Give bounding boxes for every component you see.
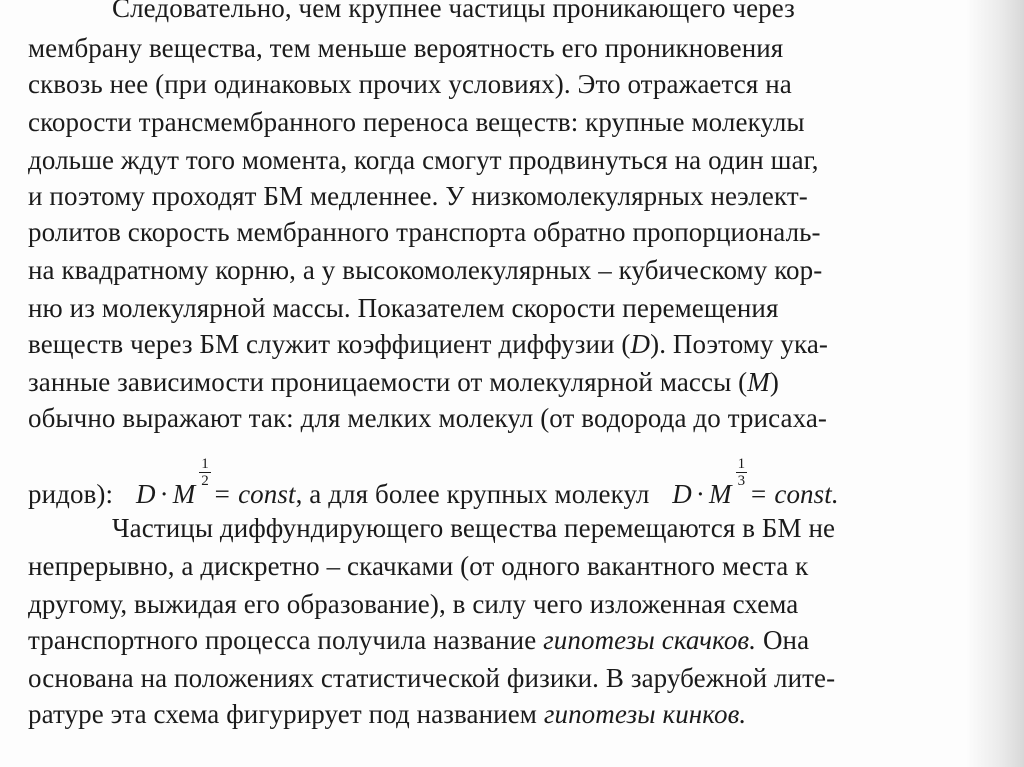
text-line [28,326,828,362]
formula-rhs: = const [212,479,296,509]
formula-symbol: M [709,479,732,509]
exponent-fraction [736,456,748,489]
formula-symbol: D [136,479,156,509]
text-line: ролитов скорость мембранного транспорта обратно пропорциональ- [28,217,821,247]
text-line: и поэтому проходят БМ медленнее. У низкомолекулярных неэлект- [28,181,808,211]
text-segment: ). Поэтому ука- [650,329,828,359]
fraction-denominator: 2 [201,473,209,489]
text-line: на квадратному корню, а у высокомолекулярных – кубическому кор- [28,255,823,285]
text-segment: Она [756,625,810,655]
text-line: сквозь нее (при одинаковых прочих условиях). Это отражается на [28,69,792,99]
fraction-numerator: 1 [201,456,209,472]
formula-dot: · [695,479,705,509]
text-line: непрерывно, а дискретно – скачками (от одного вакантного места к [28,551,809,581]
term-hypothesis-jumps: гипотезы скачков. [543,625,757,655]
exponent-fraction [199,456,211,489]
text-line: мембрану вещества, тем меньше вероятность его проникновения [28,33,784,63]
text-line: скорости трансмембранного переноса веществ: крупные молекулы [28,107,805,137]
text-line [28,622,809,658]
formula-symbol: D [672,479,692,509]
text-segment: занные зависимости проницаемости от молекулярной массы ( [28,367,748,397]
fraction-denominator: 3 [737,473,746,489]
formula-line [28,456,839,512]
formula-small-molecules [136,456,296,512]
text-line: Следовательно, чем крупнее частицы проникающего через [112,0,795,23]
term-hypothesis-kinks: гипотезы кинков. [543,699,747,729]
fraction-numerator: 1 [737,456,746,472]
text-line [28,696,746,732]
text-segment: ратуре эта схема фигурирует под названием [28,699,544,729]
text-line: Частицы диффундирующего вещества перемещаются в БМ не [112,513,836,543]
formula-large-molecules [672,456,838,512]
symbol-d: D [630,329,651,359]
formula-dot: · [159,479,169,509]
scan-edge-shadow [966,0,1024,767]
formula-rhs: = const. [749,479,839,509]
text-line: ню из молекулярной массы. Показателем скорости перемещения [28,293,779,323]
text-line: основана на положениях статистической физики. В зарубежной лите- [28,663,836,693]
text-segment: , а для более крупных молекул [295,479,650,509]
text-segment: транспортного процесса получила название [28,625,544,655]
text-line: другому, выжидая его образование), в силу чего изложенная схема [28,589,799,619]
text-segment: ) [769,367,779,397]
text-segment: ридов): [28,479,114,509]
symbol-m: M [747,367,770,397]
text-line: обычно выражают так: для мелких молекул (от водорода до трисаха- [28,403,827,433]
formula-symbol: M [172,479,196,509]
text-segment: веществ через БМ служит коэффициент диффузии ( [28,329,631,359]
text-line [28,364,779,400]
text-line: дольше ждут того момента, когда смогут продвинуться на один шаг, [28,145,819,175]
